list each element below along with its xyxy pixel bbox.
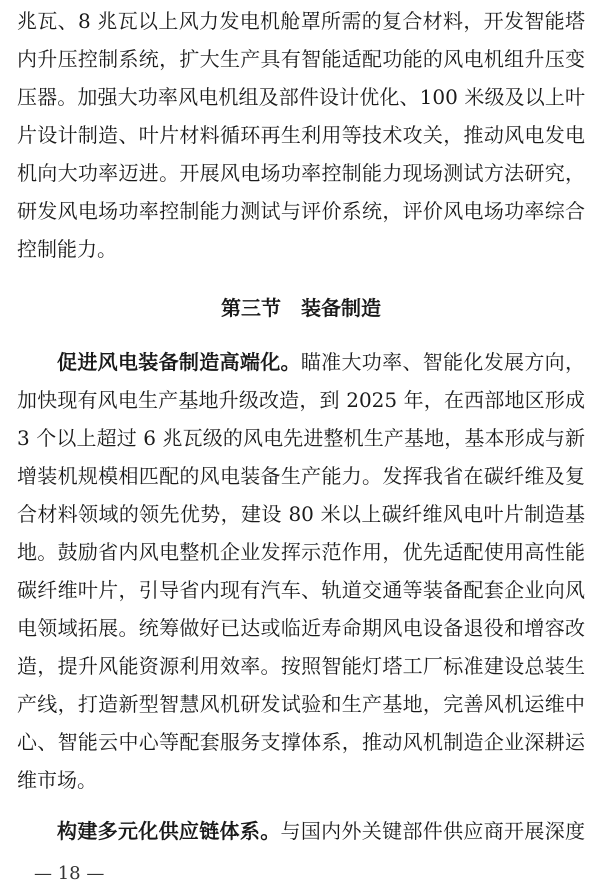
text-line: 片设计制造、叶片材料循环再生利用等技术攻关，推动风电发电 <box>17 123 585 147</box>
text-line: 造，提升风能资源利用效率。按照智能灯塔工厂标准建设总装生 <box>17 654 585 678</box>
text-line: 增装机规模相匹配的风电装备生产能力。发挥我省在碳纤维及复 <box>17 464 585 488</box>
text-line: 维市场。 <box>17 768 97 792</box>
text-line: 碳纤维叶片，引导省内现有汽车、轨道交通等装备配套企业向风 <box>17 578 585 602</box>
paragraph-text: 与国内外关键部件供应商开展深度 <box>280 819 585 843</box>
text-line: 控制能力。 <box>17 237 117 261</box>
text-line: 3 个以上超过 6 兆瓦级的风电先进整机生产基地，基本形成与新 <box>17 426 585 450</box>
text-line: 电领域拓展。统筹做好已达或临近寿命期风电设备退役和增容改 <box>17 616 585 640</box>
text-line <box>57 349 585 375</box>
text-line: 加快现有风电生产基地升级改造，到 2025 年，在西部地区形成 <box>17 388 585 412</box>
text-line: 心、智能云中心等配套服务支撑体系，推动风机制造企业深耕运 <box>17 730 585 754</box>
paragraph-text: 瞄准大功率、智能化发展方向， <box>300 350 585 374</box>
page-number: — 18 — <box>34 863 105 884</box>
text-line: 机向大功率迈进。开展风电场功率控制能力现场测试方法研究， <box>17 161 585 185</box>
text-line <box>57 818 585 844</box>
paragraph-lead: 促进风电装备制造高端化。 <box>57 350 301 374</box>
text-line: 兆瓦、8 兆瓦以上风力发电机舱罩所需的复合材料，开发智能塔 <box>17 9 585 33</box>
section-heading: 第三节 装备制造 <box>221 296 381 320</box>
paragraph-lead: 构建多元化供应链体系。 <box>57 819 281 843</box>
text-line: 地。鼓励省内风电整机企业发挥示范作用，优先适配使用高性能 <box>17 540 585 564</box>
text-line: 研发风电场功率控制能力测试与评价系统，评价风电场功率综合 <box>17 199 585 223</box>
text-line: 产线，打造新型智慧风机研发试验和生产基地，完善风机运维中 <box>17 692 585 716</box>
text-line: 内升压控制系统，扩大生产具有智能适配功能的风电机组升压变 <box>17 47 585 71</box>
text-line: 合材料领域的领先优势，建设 80 米以上碳纤维风电叶片制造基 <box>17 502 585 526</box>
text-line: 压器。加强大功率风电机组及部件设计优化、100 米级及以上叶 <box>17 85 585 109</box>
